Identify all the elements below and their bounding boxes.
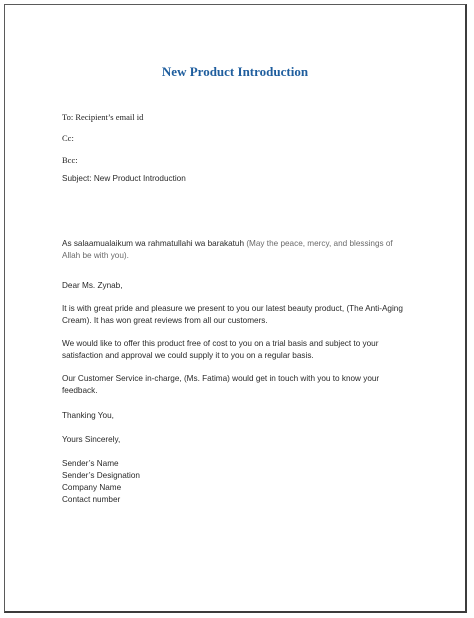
greeting-salaam: As salaamualaikum wa rahmatullahi wa barakatuh [62, 239, 245, 248]
company-name: Company Name [62, 483, 122, 492]
signature-block [62, 458, 412, 506]
sender-designation: Sender’s Designation [62, 471, 140, 480]
salutation [62, 280, 412, 292]
closing-text: Yours Sincerely, [62, 435, 121, 444]
paragraph-feedback [62, 373, 412, 397]
to-field: To: Recipient’s email id [62, 112, 144, 122]
paragraph-introduction-line-2: Cream). It has won great reviews from all our customers. [62, 316, 268, 325]
bcc-field: Bcc: [62, 155, 78, 165]
greeting-translation-2: Allah be with you). [62, 251, 129, 260]
subject-text: Subject: New Product Introduction [62, 174, 186, 183]
greeting-translation-1: (May the peace, mercy, and blessings of [246, 239, 393, 248]
paragraph-offer-line-2: satisfaction and approval we could supply it to you on a regular basis. [62, 351, 314, 360]
cc-field: Cc: [62, 133, 74, 143]
subject-line [62, 173, 412, 185]
letter-page [4, 4, 467, 613]
thanks-line [62, 410, 412, 422]
salutation-text: Dear Ms. Zynab, [62, 281, 123, 290]
paragraph-offer-line-1: We would like to offer this product free of cost to you on a trial basis and subject to your [62, 339, 379, 348]
paragraph-introduction-line-1: It is with great pride and pleasure we present to you our latest beauty product, (The Anti-Aging [62, 304, 403, 313]
paragraph-feedback-line-1: Our Customer Service in-charge, (Ms. Fatima) would get in touch with you to know your [62, 374, 380, 383]
closing-line [62, 434, 412, 446]
document-title: New Product Introduction [161, 64, 309, 79]
contact-number: Contact number [62, 495, 121, 504]
sender-name: Sender’s Name [62, 459, 119, 468]
thanks-text: Thanking You, [62, 411, 114, 420]
greeting-paragraph [62, 238, 412, 262]
paragraph-offer [62, 338, 412, 362]
paragraph-introduction [62, 303, 412, 327]
paragraph-feedback-line-2: feedback. [62, 386, 98, 395]
